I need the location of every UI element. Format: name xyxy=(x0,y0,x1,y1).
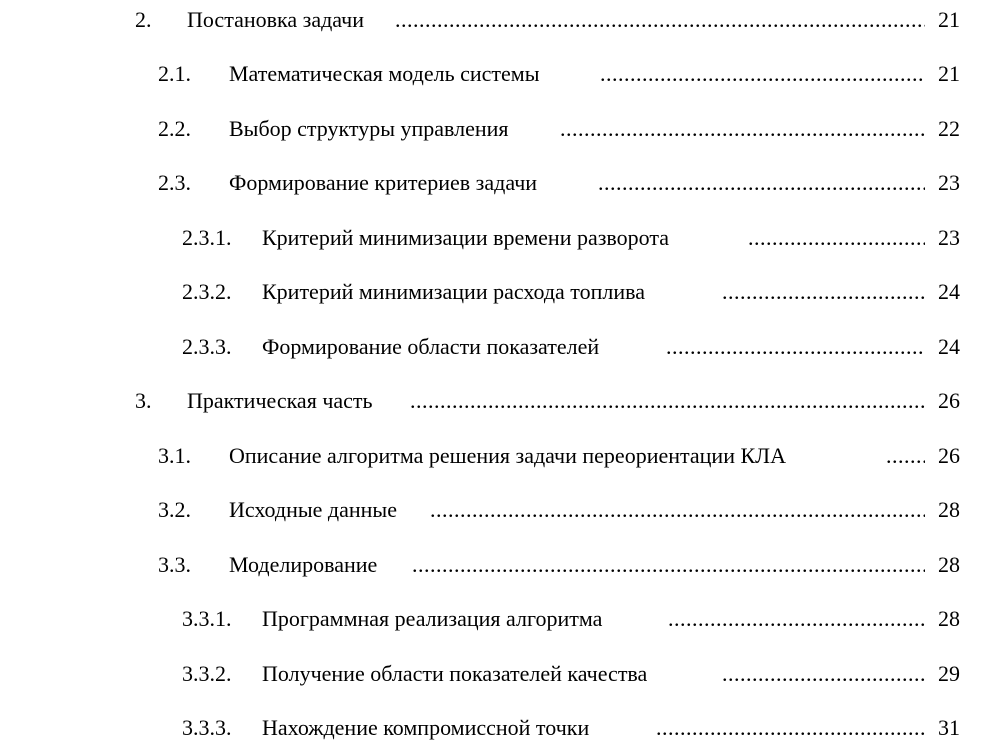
toc-dot-leader xyxy=(395,5,925,35)
toc-entry-page: 24 xyxy=(938,332,960,362)
toc-entry-page: 22 xyxy=(938,114,960,144)
toc-entry-number: 2.2. xyxy=(158,114,191,144)
toc-entry-number: 2.3.1. xyxy=(182,223,232,253)
toc-entry-page: 28 xyxy=(938,604,960,634)
toc-entry-number: 2. xyxy=(135,5,152,35)
toc-dot-leader xyxy=(668,604,925,634)
toc-dot-leader xyxy=(600,59,925,89)
toc-entry-page: 24 xyxy=(938,277,960,307)
toc-entry-number: 3.2. xyxy=(158,495,191,525)
toc-entry-page: 23 xyxy=(938,223,960,253)
toc-entry-title[interactable]: Критерий минимизации времени разворота xyxy=(262,223,669,253)
toc-entry[interactable] xyxy=(0,168,1000,198)
toc-entry-number: 3.3.2. xyxy=(182,659,232,689)
toc-entry-number: 2.3.2. xyxy=(182,277,232,307)
toc-entry[interactable] xyxy=(0,550,1000,580)
toc-dot-leader xyxy=(560,114,925,144)
toc-dot-leader xyxy=(430,495,925,525)
toc-dot-leader xyxy=(656,713,925,743)
toc-entry[interactable] xyxy=(0,713,1000,743)
toc-entry-page: 29 xyxy=(938,659,960,689)
toc-entry-title[interactable]: Программная реализация алгоритма xyxy=(262,604,602,634)
toc-entry-page: 28 xyxy=(938,495,960,525)
toc-entry-number: 3. xyxy=(135,386,152,416)
toc-entry[interactable] xyxy=(0,441,1000,471)
toc-entry-title[interactable]: Исходные данные xyxy=(229,495,397,525)
toc-entry[interactable] xyxy=(0,386,1000,416)
toc-entry-title[interactable]: Описание алгоритма решения задачи переориентации КЛА xyxy=(229,441,786,471)
toc-entry[interactable] xyxy=(0,495,1000,525)
toc-entry-number: 2.1. xyxy=(158,59,191,89)
toc-entry-title[interactable]: Получение области показателей качества xyxy=(262,659,647,689)
toc-entry-title[interactable]: Критерий минимизации расхода топлива xyxy=(262,277,645,307)
toc-entry-title[interactable]: Моделирование xyxy=(229,550,377,580)
toc-entry-title[interactable]: Математическая модель системы xyxy=(229,59,540,89)
toc-entry[interactable] xyxy=(0,659,1000,689)
toc-entry-page: 21 xyxy=(938,5,960,35)
toc-dot-leader xyxy=(722,659,925,689)
toc-entry-title[interactable]: Практическая часть xyxy=(187,386,373,416)
toc-entry[interactable] xyxy=(0,332,1000,362)
toc-entry-page: 28 xyxy=(938,550,960,580)
toc-entry-number: 3.3. xyxy=(158,550,191,580)
toc-dot-leader xyxy=(412,550,925,580)
toc-entry-number: 2.3.3. xyxy=(182,332,232,362)
toc-entry-title[interactable]: Выбор структуры управления xyxy=(229,114,509,144)
toc-entry-title[interactable]: Нахождение компромиссной точки xyxy=(262,713,589,743)
toc-entry-title[interactable]: Формирование области показателей xyxy=(262,332,599,362)
toc-entry-title[interactable]: Формирование критериев задачи xyxy=(229,168,537,198)
toc-entry-page: 26 xyxy=(938,386,960,416)
toc-dot-leader xyxy=(410,386,925,416)
toc-entry[interactable] xyxy=(0,604,1000,634)
toc-entry[interactable] xyxy=(0,5,1000,35)
toc-dot-leader xyxy=(666,332,925,362)
toc-entry[interactable] xyxy=(0,59,1000,89)
toc-dot-leader xyxy=(886,441,925,471)
toc-dot-leader xyxy=(598,168,925,198)
toc-entry-number: 3.3.1. xyxy=(182,604,232,634)
toc-entry-page: 21 xyxy=(938,59,960,89)
toc-entry[interactable] xyxy=(0,114,1000,144)
toc-entry-page: 26 xyxy=(938,441,960,471)
toc-entry-title[interactable]: Постановка задачи xyxy=(187,5,364,35)
toc-entry-page: 23 xyxy=(938,168,960,198)
toc-entry-page: 31 xyxy=(938,713,960,743)
toc-entry-number: 3.3.3. xyxy=(182,713,232,743)
toc-entry-number: 3.1. xyxy=(158,441,191,471)
toc-entry-number: 2.3. xyxy=(158,168,191,198)
toc-dot-leader xyxy=(748,223,925,253)
toc-dot-leader xyxy=(722,277,925,307)
toc-entry[interactable] xyxy=(0,223,1000,253)
toc-entry[interactable] xyxy=(0,277,1000,307)
